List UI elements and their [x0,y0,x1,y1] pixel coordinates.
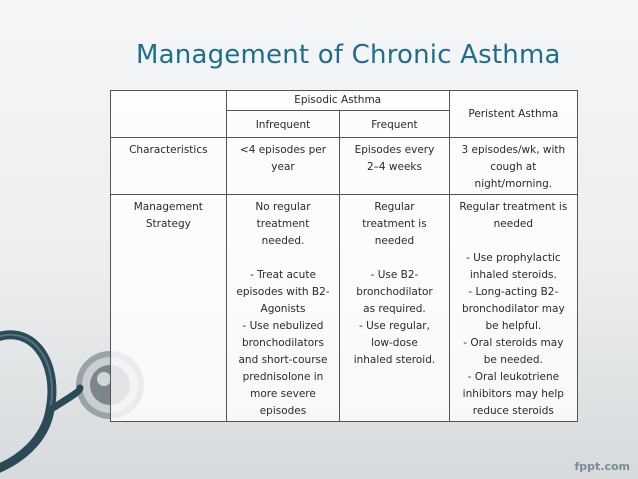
watermark-logo: fppt.com [574,460,630,473]
header-persistent-asthma: Peristent Asthma [449,91,577,138]
cell-management-persistent: Regular treatment is needed - Use prophylactic inhaled steroids. - Long-acting B2- bronchodilator may be helpful. - Oral steroids may be needed. - Oral leukotriene inhibitors may help reduce steroids [449,195,577,422]
header-episodic-asthma: Episodic Asthma [226,91,449,111]
table-row [111,138,578,195]
header-frequent: Frequent [340,111,449,138]
table-corner-cell [111,91,227,138]
header-infrequent: Infrequent [226,111,340,138]
row-label-characteristics: Characteristics [111,138,227,195]
asthma-management-table [110,90,578,422]
cell-characteristics-infrequent: <4 episodes per year [226,138,340,195]
row-label-management-strategy: Management Strategy [111,195,227,422]
cell-characteristics-frequent: Episodes every 2–4 weeks [340,138,449,195]
page-title: Management of Chronic Asthma [136,40,561,70]
table-row [111,195,578,422]
table-header-row [111,91,578,111]
cell-characteristics-persistent: 3 episodes/wk, with cough at night/morning. [449,138,577,195]
cell-management-infrequent: No regular treatment needed. - Treat acute episodes with B2- Agonists - Use nebulized bronchodilators and short-course prednisolone in more severe episodes [226,195,340,422]
cell-management-frequent: Regular treatment is needed - Use B2- bronchodilator as required. - Use regular, low-dose inhaled steroid. [340,195,449,422]
